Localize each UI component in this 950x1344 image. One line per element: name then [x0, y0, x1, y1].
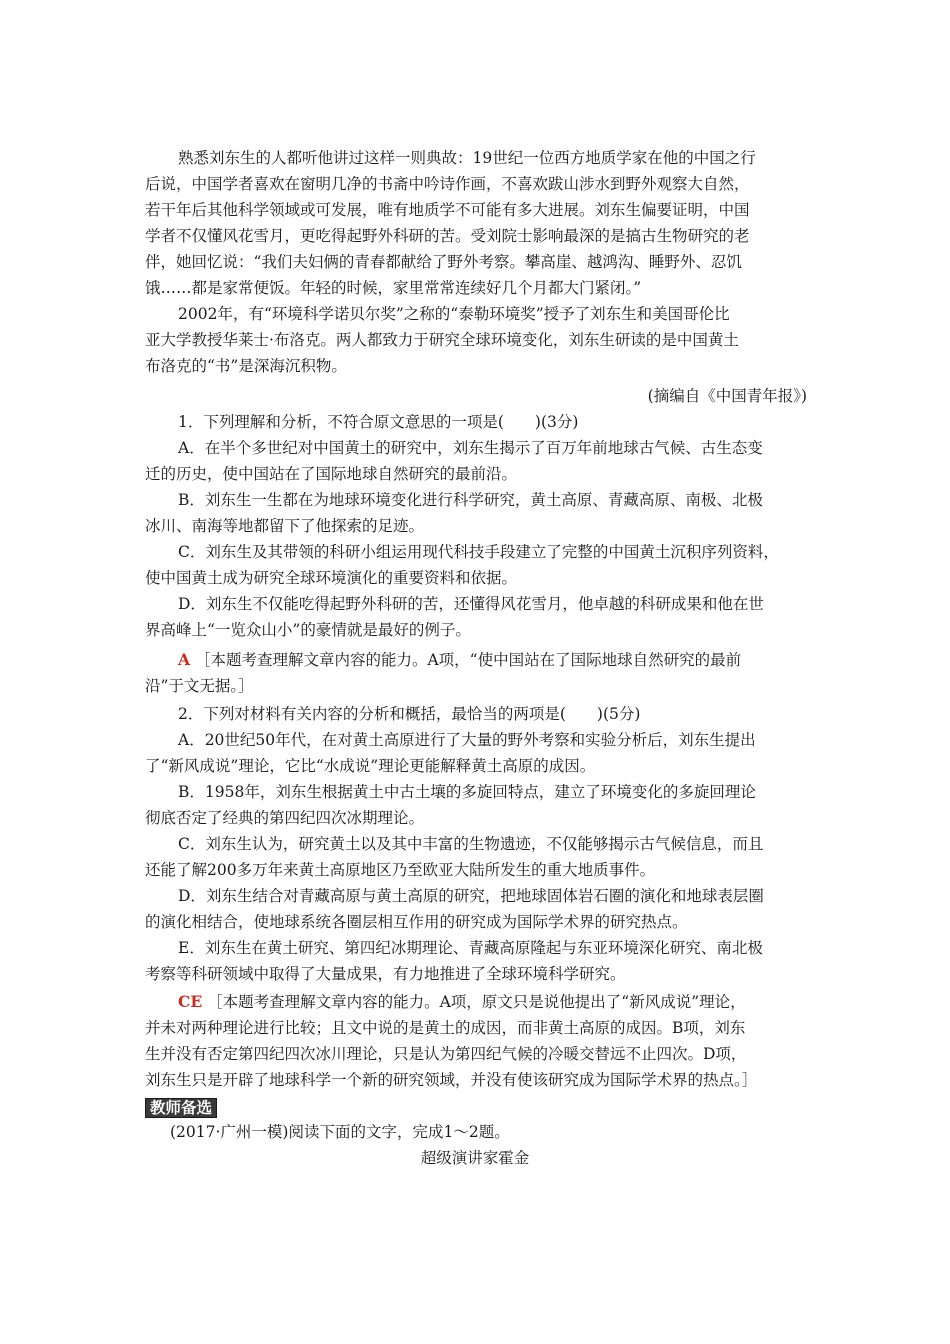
text-line: 并未对两种理论进行比较；且文中说的是黄土的成因，而非黄土高原的成因。B项，刘东 — [145, 1019, 746, 1037]
text-line: 伴，她回忆说：“我们夫妇俩的青春都献给了野外考察。攀高崖、越鸿沟、睡野外、忍饥 — [145, 253, 742, 271]
question-1: 1．下列理解和分析，不符合原文意思的一项是( )(3分) — [178, 413, 579, 431]
text-line: 冰川、南海等地都留下了他探索的足迹。 — [145, 517, 425, 535]
text-line: 的演化相结合，使地球系统各圈层相互作用的研究成为国际学术界的研究热点。 — [145, 913, 688, 931]
section-intro: (2017·广州一模)阅读下面的文字，完成1～2题。 — [170, 1123, 510, 1141]
text-line: 彻底否定了经典的第四纪四次冰期理论。 — [145, 809, 425, 827]
answer-explanation: ［本题考查理解文章内容的能力。A项，原文只是说他提出了“新风成说”理论， — [207, 993, 746, 1011]
option-d: D．刘东生结合对青藏高原与黄土高原的研究，把地球固体岩石圈的演化和地球表层圈 — [178, 887, 764, 905]
text-line: 生并没有否定第四纪四次冰川理论，只是认为第四纪气候的冷暖交替远不止四次。D项， — [145, 1045, 747, 1063]
teacher-tag-row — [145, 1098, 217, 1118]
text-line: 布洛克的“书”是深海沉积物。 — [145, 357, 347, 375]
text-line: 2002年，有“环境科学诺贝尔奖”之称的“泰勒环境奖”授予了刘东生和美国哥伦比 — [178, 305, 730, 323]
option-b: B．1958年，刘东生根据黄土中古土壤的多旋回特点，建立了环境变化的多旋回理论 — [178, 783, 756, 801]
text-line: 使中国黄土成为研究全球环境演化的重要资料和依据。 — [145, 569, 518, 587]
text-line: 迁的历史，使中国站在了国际地球自然研究的最前沿。 — [145, 465, 518, 483]
text-line: 界高峰上“一览众山小”的豪情就是最好的例子。 — [145, 621, 471, 639]
answer-label: A — [178, 650, 191, 669]
source-citation: (摘编自《中国青年报》) — [647, 387, 807, 405]
text-line: 饿……都是家常便饭。年轻的时候，家里常常连续好几个月都大门紧闭。” — [145, 279, 642, 297]
option-a: A．在半个多世纪对中国黄土的研究中，刘东生揭示了百万年前地球古气候、古生态变 — [178, 439, 763, 457]
answer-1-line — [178, 650, 741, 670]
text-line: 考察等科研领域中取得了大量成果，有力地推进了全球环境科学研究。 — [145, 965, 626, 983]
option-a: A．20世纪50年代，在对黄土高原进行了大量的野外考察和实验分析后，刘东生提出 — [178, 731, 756, 749]
answer-label: CE — [178, 992, 203, 1011]
article-title: 超级演讲家霍金 — [420, 1149, 530, 1167]
option-c: C．刘东生认为，研究黄土以及其中丰富的生物遗迹，不仅能够揭示古气候信息，而且 — [178, 835, 764, 853]
text-line: 了“新风成说”理论，它比“水成说”理论更能解释黄土高原的成因。 — [145, 757, 596, 775]
text-line: 熟悉刘东生的人都听他讲过这样一则典故：19世纪一位西方地质学家在他的中国之行 — [178, 149, 756, 167]
option-c: C．刘东生及其带领的科研小组运用现代科技手段建立了完整的中国黄土沉积序列资料， — [178, 543, 779, 561]
text-line: 学者不仅懂风花雪月，更吃得起野外科研的苦。受刘院士影响最深的是搞古生物研究的老 — [145, 227, 750, 245]
teacher-reserve-tag: 教师备选 — [145, 1098, 217, 1118]
text-line: 亚大学教授华莱士·布洛克。两人都致力于研究全球环境变化，刘东生研读的是中国黄土 — [145, 331, 739, 349]
text-line: 后说，中国学者喜欢在窗明几净的书斋中吟诗作画，不喜欢跋山涉水到野外观察大自然， — [145, 175, 750, 193]
text-line: 若干年后其他科学领域或可发展，唯有地质学不可能有多大进展。刘东生偏要证明，中国 — [145, 201, 750, 219]
text-line: 沿”于文无据。］ — [145, 677, 254, 695]
text-line: 刘东生只是开辟了地球科学一个新的研究领域，并没有使该研究成为国际学术界的热点。］ — [145, 1071, 758, 1089]
answer-explanation: ［本题考查理解文章内容的能力。A项，“使中国站在了国际地球自然研究的最前 — [194, 651, 742, 669]
question-2: 2．下列对材料有关内容的分析和概括，最恰当的两项是( )(5分) — [178, 705, 641, 723]
option-d: D．刘东生不仅能吃得起野外科研的苦，还懂得风花雪月，他卓越的科研成果和他在世 — [178, 595, 764, 613]
text-line: 还能了解200多万年来黄土高原地区乃至欧亚大陆所发生的重大地质事件。 — [145, 861, 656, 879]
option-e: E．刘东生在黄土研究、第四纪冰期理论、青藏高原隆起与东亚环境深化研究、南北极 — [178, 939, 763, 957]
option-b: B．刘东生一生都在为地球环境变化进行科学研究，黄土高原、青藏高原、南极、北极 — [178, 491, 763, 509]
answer-2-line — [178, 992, 746, 1012]
